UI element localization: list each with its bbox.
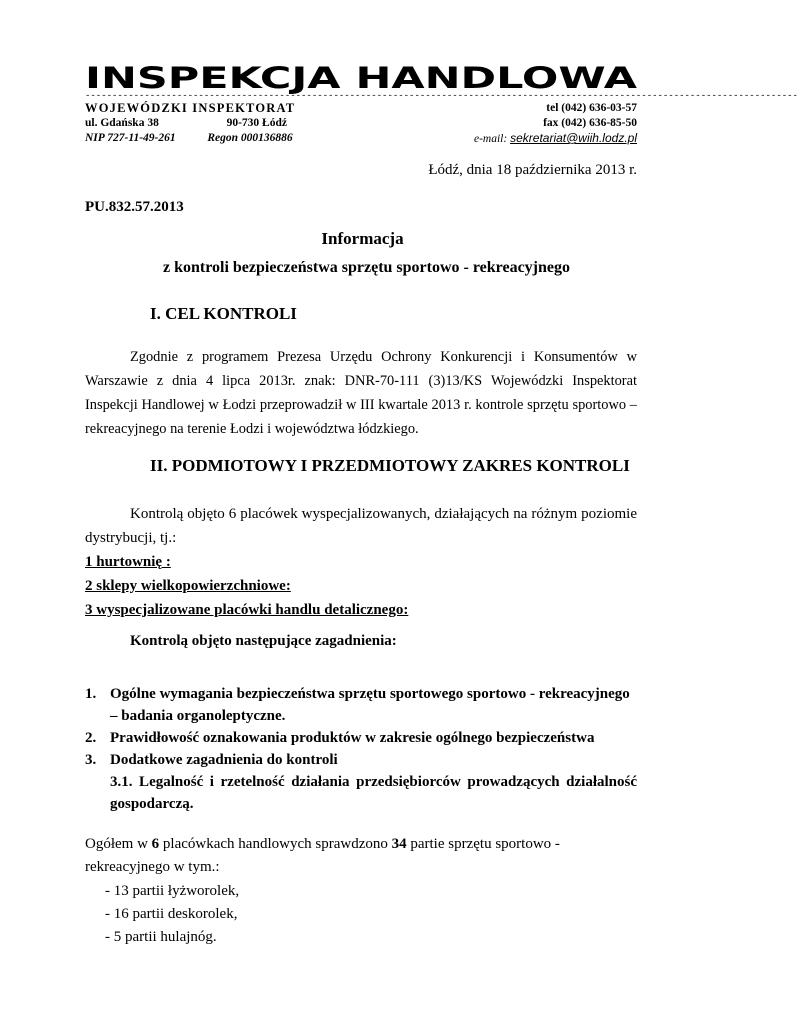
section-1-heading: I. CEL KONTROLI bbox=[150, 304, 297, 323]
document-title: Informacja bbox=[321, 229, 404, 248]
email-row bbox=[474, 131, 637, 147]
email-label: e-mail: bbox=[474, 133, 508, 145]
list-item: - 13 partii łyżworolek, bbox=[105, 883, 240, 899]
sub-issue: 3.1. Legalność i rzetelność działania przedsiębiorców prowadzących działalność gospodarczą. bbox=[110, 774, 637, 812]
address-row bbox=[85, 116, 295, 131]
summary-text-2: placówkach handlowych sprawdzono bbox=[159, 836, 392, 852]
list-item-number: 3. bbox=[85, 752, 97, 768]
list-item: - 5 partii hulajnóg. bbox=[105, 929, 217, 945]
list-item-text: Dodatkowe zagadnienia do kontroli bbox=[110, 752, 338, 768]
header-address-block bbox=[85, 101, 295, 146]
postal-city: 90-730 Łódź bbox=[226, 117, 287, 129]
logo-text: INSPEKCJA HANDLOWA bbox=[85, 61, 638, 95]
header-contact-block bbox=[474, 101, 637, 147]
section-2-heading: II. PODMIOTOWY I PRZEDMIOTOWY ZAKRES KONTROLI bbox=[150, 456, 630, 475]
list-item-number: 1. bbox=[85, 686, 97, 702]
section-1-text: Zgodnie z programem Prezesa Urzędu Ochrony Konkurencji i Konsumentów w Warszawie z dnia 4 lipca 2013r. znak: DNR-70-111 (3)13/KS Wojewódzki Inspektorat Inspekcji Handlowej w Łodzi przeprowadził w III kwartale 2013 r. kontrole sprzętu sportowo – rekreacyjnego na terenie Łodzi i województwa łódzkiego. bbox=[85, 349, 637, 437]
list-item-text: Prawidłowość oznakowania produktów w zakresie ogólnego bezpieczeństwa bbox=[110, 730, 595, 746]
list-item bbox=[85, 749, 637, 771]
outlet-specialised: 3 wyspecjalizowane placówki handlu detalicznego: bbox=[85, 602, 409, 618]
fax: fax (042) 636-85-50 bbox=[543, 117, 637, 129]
intro-line-2: dystrybucji, tj.: bbox=[85, 530, 177, 546]
header-divider: ------------------------------------------------------------------------------------------------------------------------------------ bbox=[85, 91, 798, 101]
summary-items bbox=[105, 880, 239, 949]
summary-paragraph bbox=[85, 833, 637, 879]
phone: tel (042) 636-03-57 bbox=[546, 102, 637, 114]
list-item-text: Ogólne wymagania bezpieczeństwa sprzętu sportowego sportowo - rekreacyjnego – badania organoleptyczne. bbox=[110, 686, 630, 724]
outlet-wholesale: 1 hurtownię : bbox=[85, 554, 171, 570]
section-1-paragraph bbox=[85, 345, 637, 441]
list-item-number: 2. bbox=[85, 730, 97, 746]
issues-list bbox=[85, 683, 637, 815]
summary-text-3: partie sprzętu sportowo - rekreacyjnego w tym.: bbox=[85, 836, 560, 875]
institution-logo bbox=[85, 61, 638, 95]
regon: Regon 000136886 bbox=[207, 132, 293, 144]
document-subtitle: z kontroli bezpieczeństwa sprzętu sportowo - rekreacyjnego bbox=[162, 259, 571, 276]
list-item: - 16 partii deskorolek, bbox=[105, 906, 238, 922]
org-name: WOJEWÓDZKI INSPEKTORAT bbox=[85, 101, 296, 115]
ids-row bbox=[85, 131, 295, 146]
nip: NIP 727-11-49-261 bbox=[85, 132, 176, 144]
summary-outlets-count: 6 bbox=[151, 836, 160, 852]
date-line: Łódź, dnia 18 października 2013 r. bbox=[428, 162, 637, 178]
email-link[interactable]: sekretariat@wiih.lodz.pl bbox=[510, 131, 637, 145]
street: ul. Gdańska 38 bbox=[85, 117, 159, 129]
summary-batches-count: 34 bbox=[391, 836, 407, 852]
list-item bbox=[85, 683, 637, 727]
list-item bbox=[85, 727, 637, 749]
reference-number: PU.832.57.2013 bbox=[85, 199, 184, 215]
intro-line-1: Kontrolą objęto 6 placówek wyspecjalizowanych, działających na różnym poziomie bbox=[130, 506, 637, 522]
issues-intro: Kontrolą objęto następujące zagadnienia: bbox=[130, 633, 397, 649]
section-2-intro bbox=[85, 502, 637, 622]
summary-text-1: Ogółem w bbox=[85, 836, 152, 852]
outlet-large-stores: 2 sklepy wielkopowierzchniowe: bbox=[85, 578, 291, 594]
